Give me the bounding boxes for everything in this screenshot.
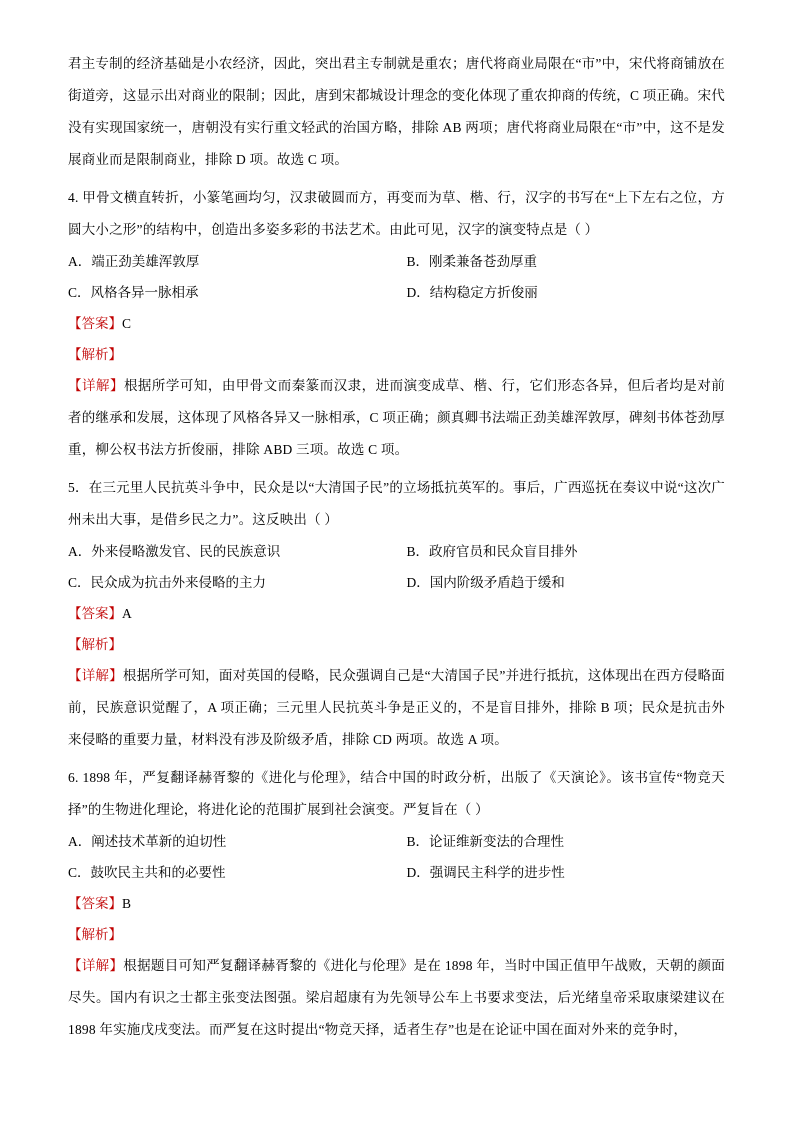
- question-options: [68, 536, 725, 567]
- analysis-label: 【解析】: [68, 637, 122, 652]
- option-b[interactable]: B．刚柔兼备苍劲厚重: [406, 254, 538, 269]
- answer-line: [68, 888, 725, 919]
- option-b[interactable]: B．论证维新变法的合理性: [406, 834, 565, 849]
- option-a[interactable]: A．外来侵略激发官、民的民族意识: [68, 544, 281, 559]
- question-options: [68, 857, 725, 888]
- answer-line: [68, 308, 725, 339]
- question-stem: 5．在三元里人民抗英斗争中，民众是以“大清国子民”的立场抵抗英军的。事后，广西巡抚在奏议中说“这次广州未出大事，是借乡民之力”。这反映出（ ）: [68, 480, 725, 527]
- detail-paragraph: [68, 660, 725, 756]
- answer-label: 【答案】: [68, 316, 122, 331]
- detail-text: 根据题目可知严复翻译赫胥黎的《进化与伦理》是在 1898 年，当时中国正值甲午战败，天朝的颜面尽失。国内有识之士都主张变法图强。梁启超康有为先领导公车上书要求变法，后光绪皇帝采取康梁建议在 1898 年实施戊戌变法。而严复在这时提出“物竞天择，适者生存”也是在论证中国在面对外来的竞争时，: [68, 958, 725, 1037]
- top-paragraph: 君主专制的经济基础是小农经济，因此，突出君主专制就是重农；唐代将商业局限在“市”中，宋代将商铺放在街道旁，这显示出对商业的限制；因此，唐到宋都城设计理念的变化体现了重农抑商的传统，C 项正确。宋代没有实现国家统一，唐朝没有实行重文轻武的治国方略，排除 AB 两项；唐代将商业局限在“市”中，这不是发展商业而是限制商业，排除 D 项。故选 C 项。: [68, 56, 725, 167]
- option-b[interactable]: B．政府官员和民众盲目排外: [406, 544, 578, 559]
- question-block-4: [68, 182, 725, 466]
- analysis-line: [68, 919, 725, 950]
- detail-paragraph: [68, 950, 725, 1046]
- option-c[interactable]: C．民众成为抗击外来侵略的主力: [68, 575, 267, 590]
- detail-label: 【详解】: [68, 378, 124, 393]
- detail-text: 根据所学可知，面对英国的侵略，民众强调自己是“大清国子民”并进行抵抗，这体现出在西方侵略面前，民族意识觉醒了，A 项正确；三元里人民抗英斗争是正义的，不是盲目排外，排除 B 项；民众是抗击外来侵略的重要力量，材料没有涉及阶级矛盾，排除 CD 两项。故选 A 项。: [68, 668, 725, 747]
- option-c[interactable]: C．风格各异一脉相承: [68, 285, 199, 300]
- answer-value: C: [122, 316, 132, 331]
- option-d[interactable]: D．结构稳定方折俊丽: [406, 285, 538, 300]
- detail-label: 【详解】: [68, 958, 124, 973]
- option-a[interactable]: A．阐述技术革新的迫切性: [68, 834, 227, 849]
- answer-value: B: [122, 896, 132, 911]
- question-block-6: [68, 762, 725, 1046]
- answer-value: A: [122, 606, 132, 621]
- option-c[interactable]: C．鼓吹民主共和的必要性: [68, 865, 226, 880]
- option-d[interactable]: D．强调民主科学的进步性: [406, 865, 565, 880]
- detail-label: 【详解】: [68, 668, 123, 683]
- detail-paragraph: [68, 370, 725, 466]
- question-options: [68, 277, 725, 308]
- analysis-label: 【解析】: [68, 347, 122, 362]
- question-options: [68, 826, 725, 857]
- detail-text: 根据所学可知，由甲骨文而秦篆而汉隶，进而演变成草、楷、行，它们形态各异，但后者均是对前者的继承和发展，这体现了风格各异又一脉相承，C 项正确；颜真卿书法端正劲美雄浑敦厚，碑刻书体苍劲厚重，柳公权书法方折俊丽，排除 ABD 三项。故选 C 项。: [68, 378, 725, 457]
- answer-label: 【答案】: [68, 606, 122, 621]
- option-d[interactable]: D．国内阶级矛盾趋于缓和: [406, 575, 565, 590]
- question-block-5: [68, 472, 725, 756]
- question-options: [68, 246, 725, 277]
- question-stem: 6. 1898 年，严复翻译赫胥黎的《进化与伦理》，结合中国的时政分析，出版了《天演论》。该书宣传“物竞天择”的生物进化理论，将进化论的范围扩展到社会演变。严复旨在（ ）: [68, 770, 725, 817]
- question-options: [68, 567, 725, 598]
- answer-line: [68, 598, 725, 629]
- option-a[interactable]: A．端正劲美雄浑敦厚: [68, 254, 200, 269]
- question-stem: 4. 甲骨文横直转折，小篆笔画均匀，汉隶破圆而方，再变而为草、楷、行，汉字的书写在“上下左右之位，方圆大小之形”的结构中，创造出多姿多彩的书法艺术。由此可见，汉字的演变特点是（ ）: [68, 190, 725, 237]
- answer-label: 【答案】: [68, 896, 122, 911]
- analysis-label: 【解析】: [68, 927, 122, 942]
- analysis-line: [68, 339, 725, 370]
- analysis-line: [68, 629, 725, 660]
